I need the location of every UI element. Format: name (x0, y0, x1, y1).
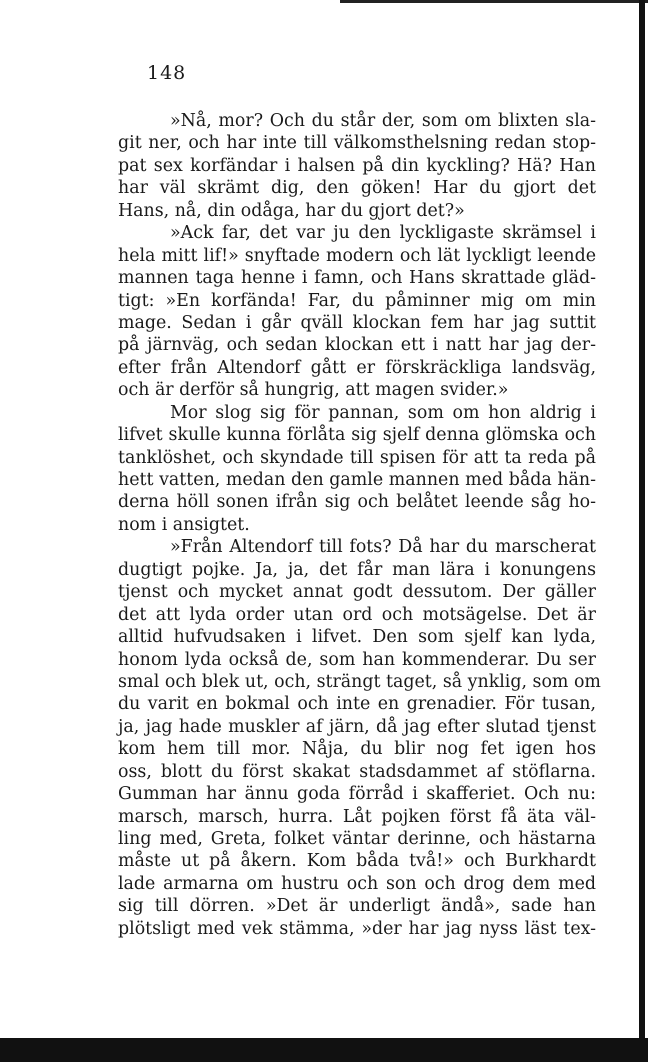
text-line: tanklöshet, och skyndade till spisen för att ta reda på (118, 447, 596, 468)
text-line: honom lyda också de, som han kommenderar. Du ser (118, 649, 596, 670)
text-line: smal och blek ut, och, strängt taget, så ynklig, som om (118, 671, 601, 692)
scan-border-right (639, 0, 645, 1062)
text-line: du varit en bokmal och inte en grenadier. För tusan, (118, 694, 596, 715)
text-line: plötsligt med vek stämma, »der har jag nyss läst tex- (118, 918, 596, 939)
text-line: pat sex korfändar i halsen på din kyckling? Hä? Han (118, 155, 596, 176)
text-line: »Ack far, det var ju den lyckligaste skrämsel i (170, 223, 596, 244)
text-line: ja, jag hade muskler af järn, då jag efter slutad tjenst (118, 716, 596, 737)
text-line: dugtigt pojke. Ja, ja, det får man lära i konungens (118, 559, 596, 580)
text-line: git ner, och har inte till välkomsthelsning redan stop- (118, 133, 596, 154)
text-line: och är derför så hungrig, att magen svider.» (118, 380, 509, 401)
text-line: Gumman har ännu goda förråd i skafferiet. Och nu: (118, 784, 596, 805)
scan-border-top (340, 0, 648, 3)
text-line: »Nå, mor? Och du står der, som om blixten sla- (170, 111, 596, 131)
text-line: ling med, Greta, folket väntar derinne, och hästarna (118, 829, 596, 849)
text-line: tjenst och mycket annat godt dessutom. Der gäller (118, 582, 596, 603)
text-line: oss, blott du först skakat stadsdammet af stöflarna. (118, 761, 596, 782)
text-line: lade armarna om hustru och son och drog dem med (118, 873, 596, 894)
scan-border-bottom (0, 1038, 648, 1062)
text-line: det att lyda order utan ord och motsägelse. Det är (118, 604, 596, 625)
text-line: efter från Altendorf gått er förskräckliga landsväg, (118, 357, 596, 378)
text-line: måste ut på åkern. Kom båda två!» och Burkhardt (118, 851, 596, 872)
text-line: alltid hufvudsaken i lifvet. Den som sjelf kan lyda, (118, 627, 596, 648)
text-line: mannen taga henne i famn, och Hans skrattade gläd- (118, 268, 596, 289)
text-line: nom i ansigtet. (118, 514, 250, 535)
body-text (118, 110, 601, 940)
text-line: har väl skrämt dig, den göken! Har du gjort det (118, 178, 596, 199)
text-line: lifvet skulle kunna förlåta sig sjelf denna glömska och (118, 425, 596, 446)
text-line: marsch, marsch, hurra. Låt pojken först få äta väl- (118, 806, 596, 827)
text-line: tigt: »En korfända! Far, du påminner mig om min (118, 290, 596, 311)
text-line: Hans, nå, din odåga, har du gjort det?» (118, 200, 465, 221)
text-line: sig till dörren. »Det är underligt ändå», sade han (118, 896, 596, 917)
page-number: 148 (147, 62, 187, 84)
text-line: mage. Sedan i går qväll klockan fem har jag suttit (118, 312, 596, 333)
text-line: Mor slog sig för pannan, som om hon aldrig i (170, 402, 596, 423)
text-line: »Från Altendorf till fots? Då har du marscherat (170, 537, 596, 558)
text-line: derna höll sonen ifrån sig och belåtet leende såg ho- (118, 492, 596, 513)
text-line: hett vatten, medan den gamle mannen med båda hän- (118, 470, 596, 490)
text-line: på järnväg, och sedan klockan ett i natt har jag der- (118, 335, 596, 356)
text-line: kom hem till mor. Nåja, du blir nog fet igen hos (118, 739, 596, 760)
text-line: hela mitt lif!» snyftade modern och lät lyckligt leende (118, 245, 596, 266)
